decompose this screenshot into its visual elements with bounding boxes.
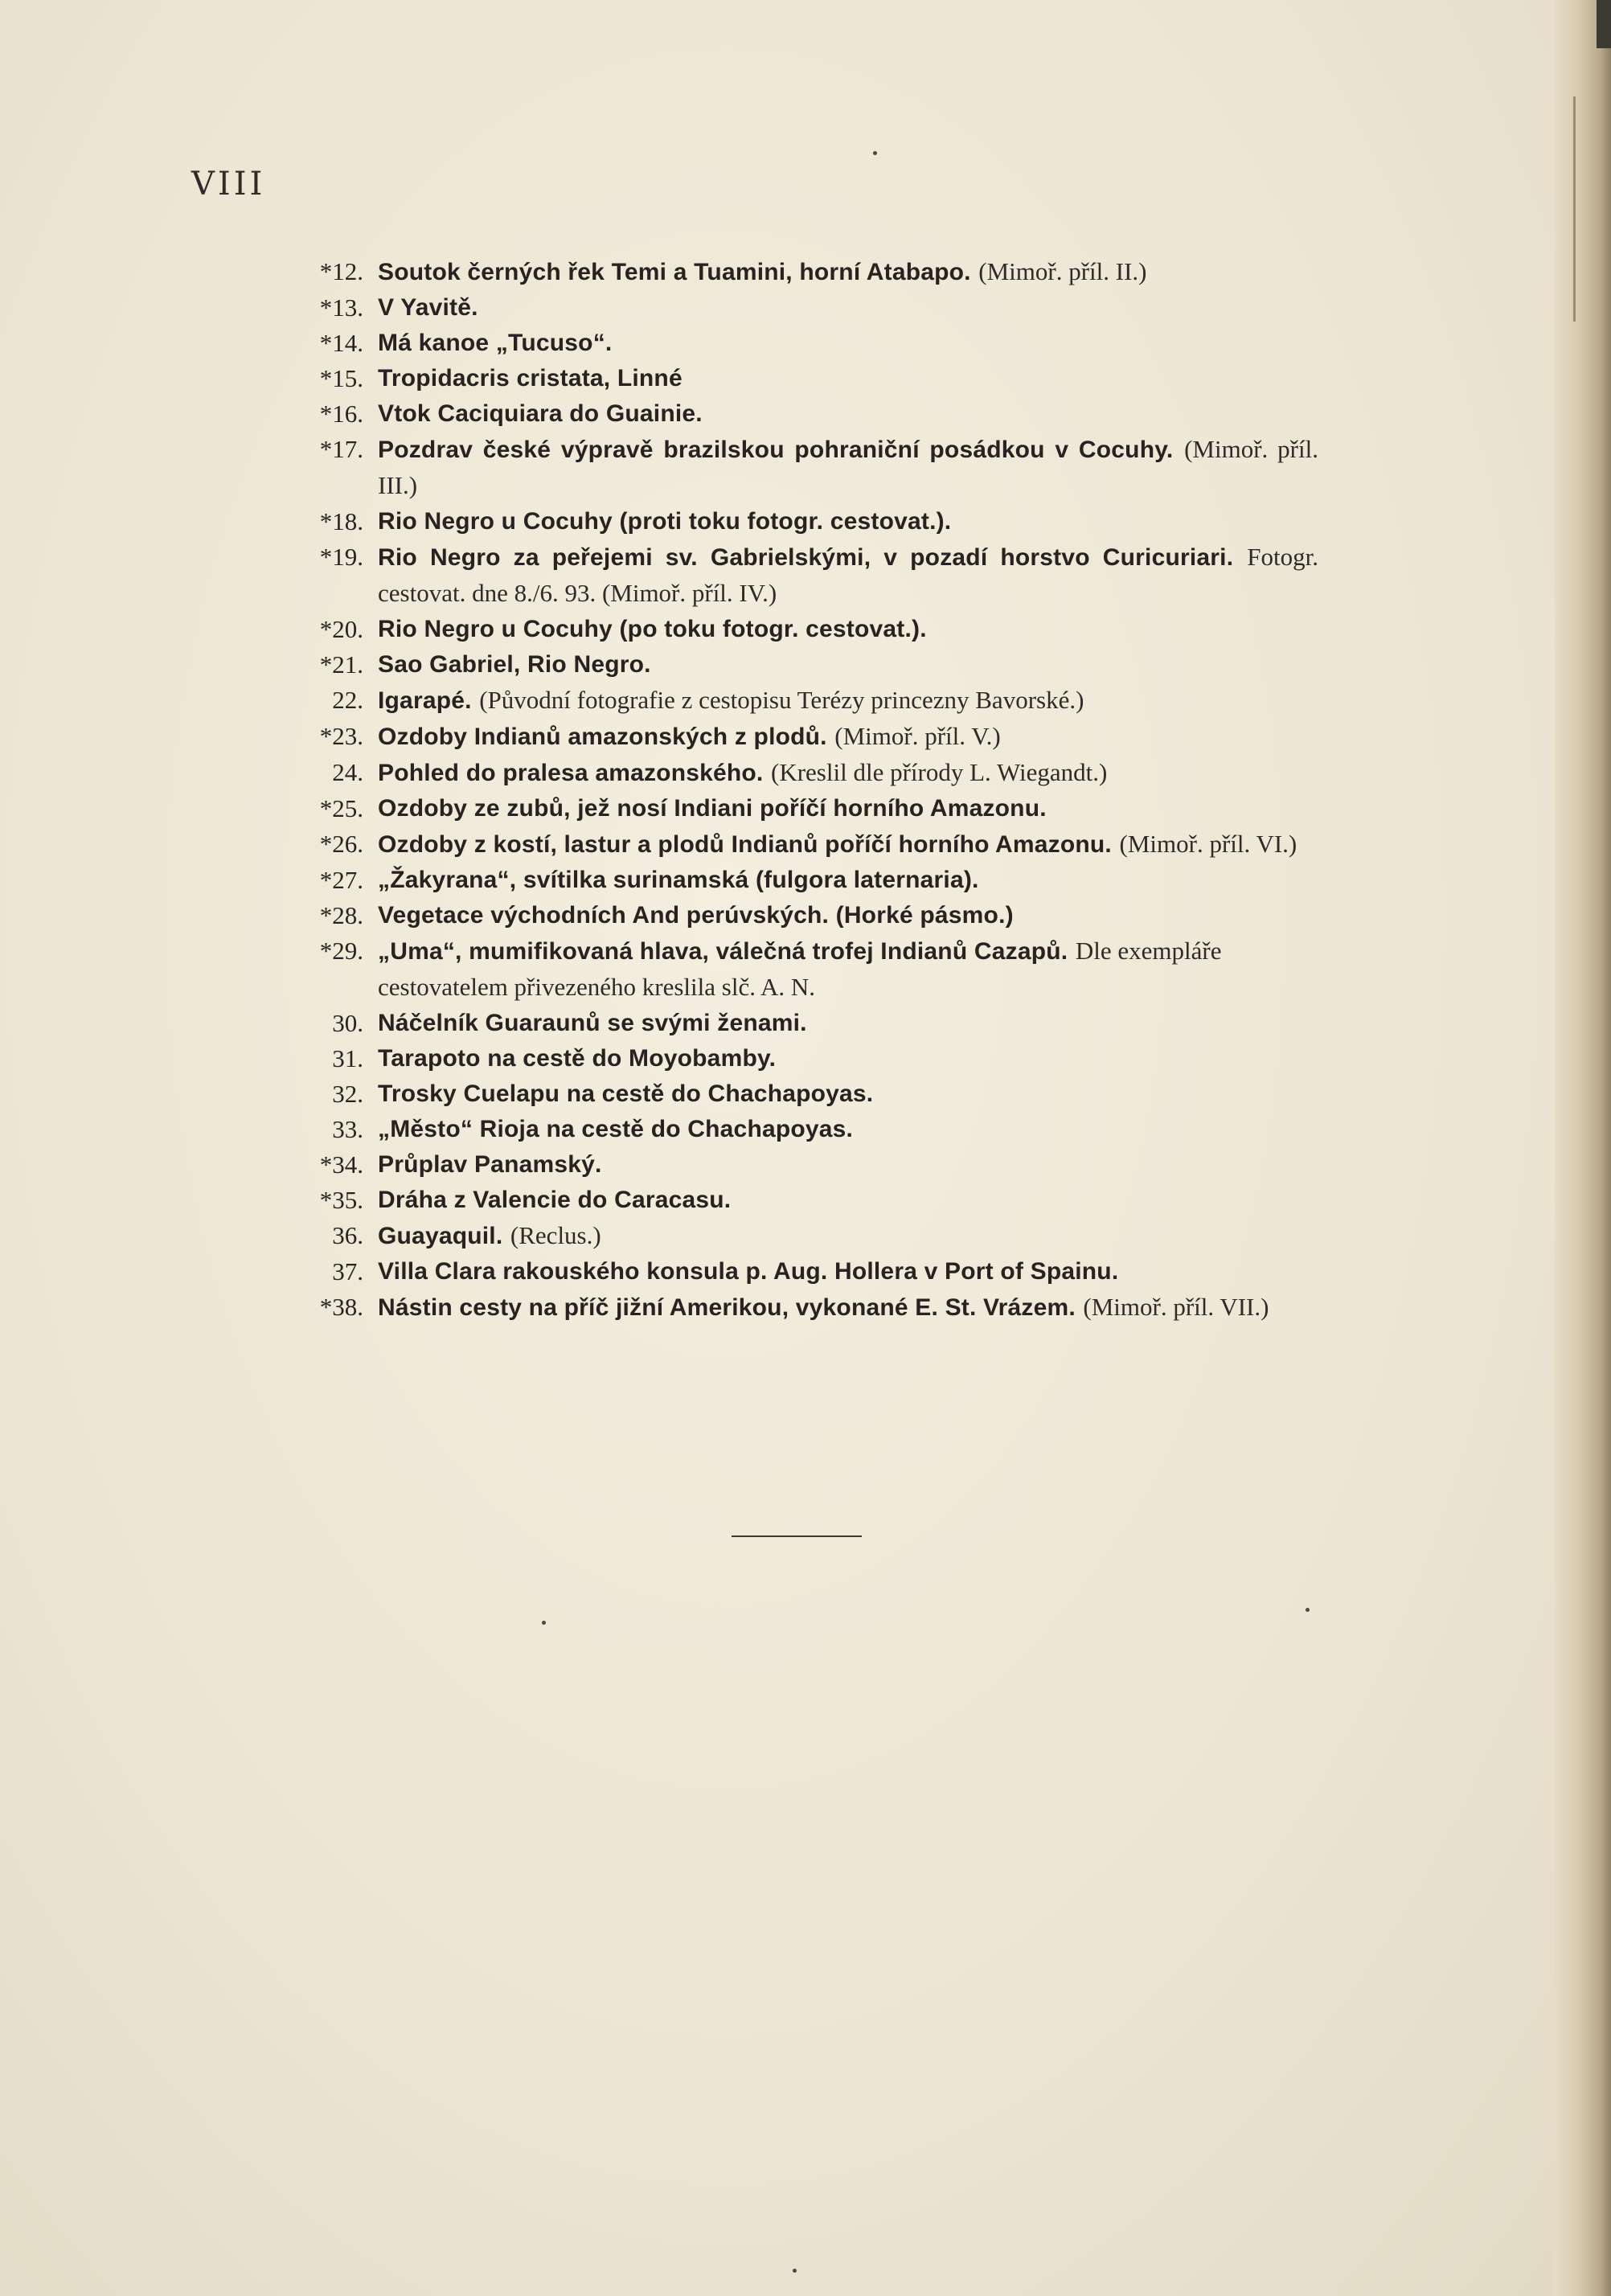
list-item bbox=[289, 647, 1318, 683]
list-item bbox=[289, 1147, 1318, 1183]
item-title: Tarapoto na cestě do Moyobamby. bbox=[378, 1045, 777, 1072]
item-number: *15. bbox=[319, 364, 363, 392]
item-body bbox=[378, 1289, 1318, 1326]
list-item bbox=[289, 719, 1318, 755]
item-body bbox=[378, 1218, 1318, 1254]
item-number: *23. bbox=[319, 722, 363, 750]
list-item bbox=[289, 1183, 1318, 1218]
list-item bbox=[289, 539, 1318, 612]
item-title: Soutok černých řek Temi a Tuamini, horní Atabapo. bbox=[378, 259, 971, 285]
item-title: „Uma“, mumifikovaná hlava, válečná trofej Indianů Cazapů. bbox=[378, 938, 1068, 965]
item-note: (Mimoř. příl. II.) bbox=[978, 257, 1147, 285]
item-body bbox=[378, 612, 1318, 647]
item-number: *29. bbox=[319, 937, 363, 965]
item-title: Nástin cesty na příč jižní Amerikou, vykonané E. St. Vrázem. bbox=[378, 1294, 1076, 1321]
item-body bbox=[378, 1041, 1318, 1076]
item-note: (Kreslil dle přírody L. Wiegandt.) bbox=[771, 758, 1108, 786]
item-note: (Mimoř. příl. VI.) bbox=[1119, 830, 1297, 858]
item-title: Tropidacris cristata, Linné bbox=[378, 365, 683, 392]
item-number: *16. bbox=[319, 400, 363, 428]
list-item bbox=[289, 396, 1318, 432]
item-number: 22. bbox=[332, 686, 363, 714]
item-body bbox=[378, 933, 1318, 1006]
list-item bbox=[289, 612, 1318, 647]
item-title: Guayaquil. bbox=[378, 1223, 503, 1249]
list-item bbox=[289, 791, 1318, 826]
item-number: 24. bbox=[332, 758, 363, 786]
item-body bbox=[378, 683, 1318, 719]
item-number: *26. bbox=[319, 830, 363, 858]
list-item bbox=[289, 863, 1318, 898]
item-title: Rio Negro u Cocuhy (proti toku fotogr. cestovat.). bbox=[378, 508, 952, 535]
item-note: (Mimoř. příl. VII.) bbox=[1083, 1293, 1269, 1321]
item-body bbox=[378, 826, 1318, 863]
list-item bbox=[289, 1076, 1318, 1112]
item-body bbox=[378, 539, 1318, 612]
item-number: *21. bbox=[319, 650, 363, 679]
item-number: *25. bbox=[319, 794, 363, 822]
list-item bbox=[289, 1289, 1318, 1326]
item-number: *12. bbox=[319, 257, 363, 285]
item-number: *28. bbox=[319, 901, 363, 929]
illustration-list bbox=[289, 254, 1318, 1326]
item-number: *27. bbox=[319, 866, 363, 894]
item-number: *34. bbox=[319, 1150, 363, 1179]
item-number: 36. bbox=[332, 1221, 363, 1249]
paper-speck bbox=[793, 2269, 797, 2273]
item-title: Rio Negro u Cocuhy (po toku fotogr. cestovat.). bbox=[378, 616, 927, 642]
item-number: *18. bbox=[319, 507, 363, 535]
item-number: *13. bbox=[319, 293, 363, 322]
list-item bbox=[289, 933, 1318, 1006]
list-item bbox=[289, 1041, 1318, 1076]
item-note: (Reclus.) bbox=[510, 1221, 601, 1249]
item-title: Vtok Caciquiara do Guainie. bbox=[378, 400, 703, 427]
item-body bbox=[378, 504, 1318, 539]
item-title: „Žakyrana“, svítilka surinamská (fulgora laternaria). bbox=[378, 867, 979, 893]
item-title: Ozdoby ze zubů, jež nosí Indiani poříčí horního Amazonu. bbox=[378, 795, 1047, 822]
item-body bbox=[378, 361, 1318, 396]
item-number: *14. bbox=[319, 329, 363, 357]
item-body bbox=[378, 326, 1318, 361]
list-item bbox=[289, 1112, 1318, 1147]
spine-corner bbox=[1597, 0, 1611, 48]
book-spine-shadow bbox=[1555, 0, 1611, 2296]
item-body bbox=[378, 290, 1318, 326]
paper-speck bbox=[542, 1621, 546, 1625]
item-number: 32. bbox=[332, 1080, 363, 1108]
item-title: Ozdoby Indianů amazonských z plodů. bbox=[378, 724, 827, 750]
item-body bbox=[378, 1076, 1318, 1112]
item-title: Rio Negro za peřejemi sv. Gabrielskými, v pozadí horstvo Curicuriari. bbox=[378, 544, 1234, 571]
list-item bbox=[289, 1254, 1318, 1289]
item-body bbox=[378, 719, 1318, 755]
page-number: VIII bbox=[191, 166, 266, 203]
item-body bbox=[378, 254, 1318, 290]
item-title: Průplav Panamský. bbox=[378, 1151, 602, 1178]
spine-crease bbox=[1573, 96, 1576, 322]
list-item bbox=[289, 898, 1318, 933]
item-title: Pohled do pralesa amazonského. bbox=[378, 760, 764, 786]
item-number: *19. bbox=[319, 543, 363, 571]
list-item bbox=[289, 755, 1318, 791]
item-title: Pozdrav české výpravě brazilskou pohraniční posádkou v Cocuhy. bbox=[378, 437, 1174, 463]
item-title: Igarapé. bbox=[378, 687, 472, 714]
item-title: Náčelník Guaraunů se svými ženami. bbox=[378, 1010, 807, 1036]
item-title: Villa Clara rakouského konsula p. Aug. Hollera v Port of Spainu. bbox=[378, 1258, 1119, 1285]
paper-speck bbox=[1306, 1608, 1310, 1612]
list-item bbox=[289, 326, 1318, 361]
item-body bbox=[378, 1147, 1318, 1183]
item-number: *20. bbox=[319, 615, 363, 643]
list-item bbox=[289, 504, 1318, 539]
item-body bbox=[378, 1112, 1318, 1147]
list-item bbox=[289, 1218, 1318, 1254]
item-body bbox=[378, 647, 1318, 683]
list-item bbox=[289, 361, 1318, 396]
list-item bbox=[289, 1006, 1318, 1041]
list-item bbox=[289, 432, 1318, 504]
item-body bbox=[378, 898, 1318, 933]
item-body bbox=[378, 1006, 1318, 1041]
item-note: (Původní fotografie z cestopisu Terézy princezny Bavorské.) bbox=[479, 686, 1084, 714]
item-title: „Město“ Rioja na cestě do Chachapoyas. bbox=[378, 1116, 854, 1142]
item-number: 37. bbox=[332, 1257, 363, 1285]
item-number: *17. bbox=[319, 435, 363, 463]
list-item bbox=[289, 683, 1318, 719]
item-title: Sao Gabriel, Rio Negro. bbox=[378, 651, 651, 678]
item-body bbox=[378, 1183, 1318, 1218]
item-body bbox=[378, 1254, 1318, 1289]
item-title: Vegetace východních And perúvských. (Horké pásmo.) bbox=[378, 902, 1014, 929]
item-note: (Mimoř. příl. III.) bbox=[378, 435, 1318, 499]
item-note: Dle exempláře cestovatelem přivezeného kreslila slč. A. N. bbox=[378, 937, 1222, 1001]
item-body bbox=[378, 396, 1318, 432]
item-number: *38. bbox=[319, 1293, 363, 1321]
list-item bbox=[289, 826, 1318, 863]
item-title: V Yavitě. bbox=[378, 294, 478, 321]
item-title: Dráha z Valencie do Caracasu. bbox=[378, 1187, 732, 1213]
item-title: Trosky Cuelapu na cestě do Chachapoyas. bbox=[378, 1080, 874, 1107]
item-number: 31. bbox=[332, 1044, 363, 1072]
closing-rule bbox=[732, 1535, 862, 1537]
item-note: (Mimoř. příl. V.) bbox=[834, 722, 1001, 750]
list-item bbox=[289, 290, 1318, 326]
item-body bbox=[378, 791, 1318, 826]
item-title: Ozdoby z kostí, lastur a plodů Indianů poříčí horního Amazonu. bbox=[378, 831, 1112, 858]
item-body bbox=[378, 432, 1318, 504]
item-number: *35. bbox=[319, 1186, 363, 1214]
item-number: 30. bbox=[332, 1009, 363, 1037]
paper-speck bbox=[873, 151, 877, 155]
list-item bbox=[289, 254, 1318, 290]
item-body bbox=[378, 863, 1318, 898]
item-body bbox=[378, 755, 1318, 791]
item-note: Fotogr. cestovat. dne 8./6. 93. (Mimoř. příl. IV.) bbox=[378, 543, 1318, 607]
item-number: 33. bbox=[332, 1115, 363, 1143]
item-title: Má kanoe „Tucuso“. bbox=[378, 330, 613, 356]
